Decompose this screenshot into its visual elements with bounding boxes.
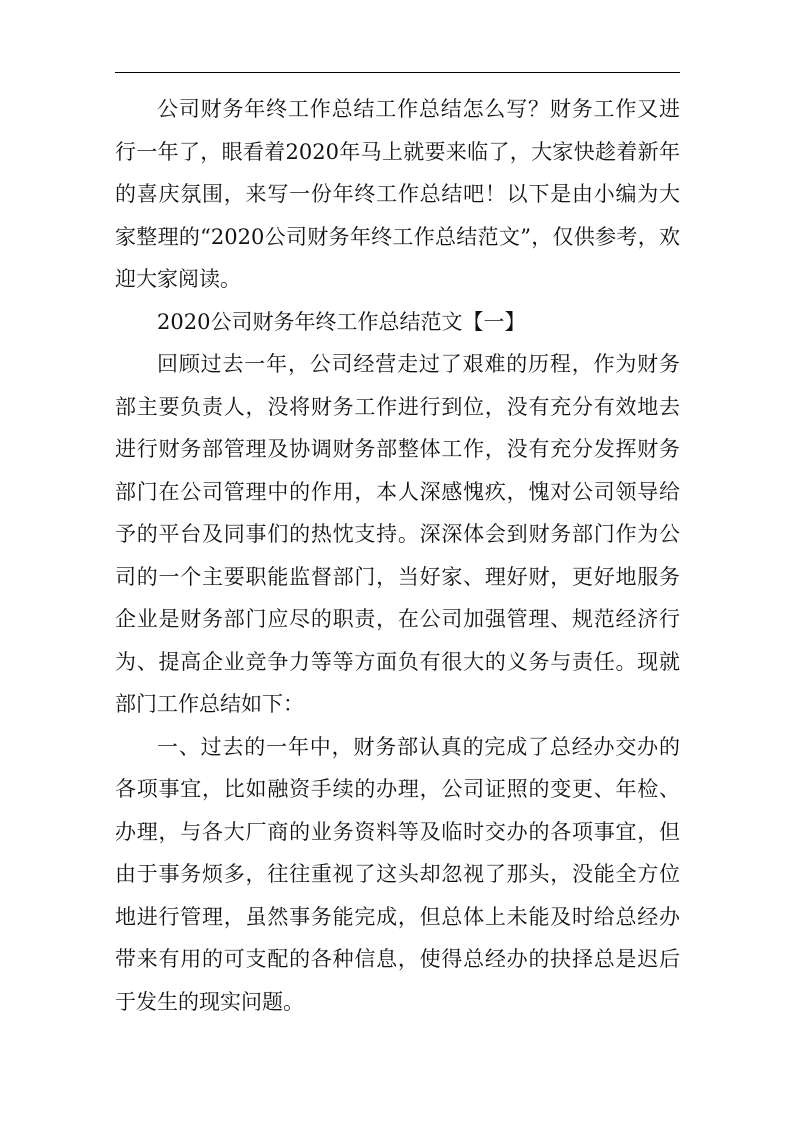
header-rule xyxy=(115,72,680,73)
document-body xyxy=(115,88,680,1023)
body-paragraph: 一、过去的一年中，财务部认真的完成了总经办交办的各项事宜，比如融资手续的办理，公司证照的变更、年检、办理，与各大厂商的业务资料等及临时交办的各项事宜，但由于事务烦多，往往重视了这头却忽视了那头，没能全方位地进行管理，虽然事务能完成，但总体上未能及时给总经办带来有用的可支配的各种信息，使得总经办的抉择总是迟后于发生的现实问题。 xyxy=(115,734,680,1014)
intro-paragraph: 公司财务年终工作总结工作总结怎么写？财务工作又进行一年了，眼看着2020年马上就要来临了，大家快趁着新年的喜庆氛围，来写一份年终工作总结吧！以下是由小编为大家整理的“2020公司财务年终工作总结范文”，仅供参考，欢迎大家阅读。 xyxy=(115,97,680,291)
body-paragraph: 回顾过去一年，公司经营走过了艰难的历程，作为财务部主要负责人，没将财务工作进行到位，没有充分有效地去进行财务部管理及协调财务部整体工作，没有充分发挥财务部门在公司管理中的作用，本人深感愧疚，愧对公司领导给予的平台及同事们的热忱支持。深深体会到财务部门作为公司的一个主要职能监督部门，当好家、理好财，更好地服务企业是财务部门应尽的职责，在公司加强管理、规范经济行为、提高企业竞争力等等方面负有很大的义务与责任。现就部门工作总结如下： xyxy=(115,352,680,716)
section-heading: 2020公司财务年终工作总结范文【一】 xyxy=(157,309,526,334)
